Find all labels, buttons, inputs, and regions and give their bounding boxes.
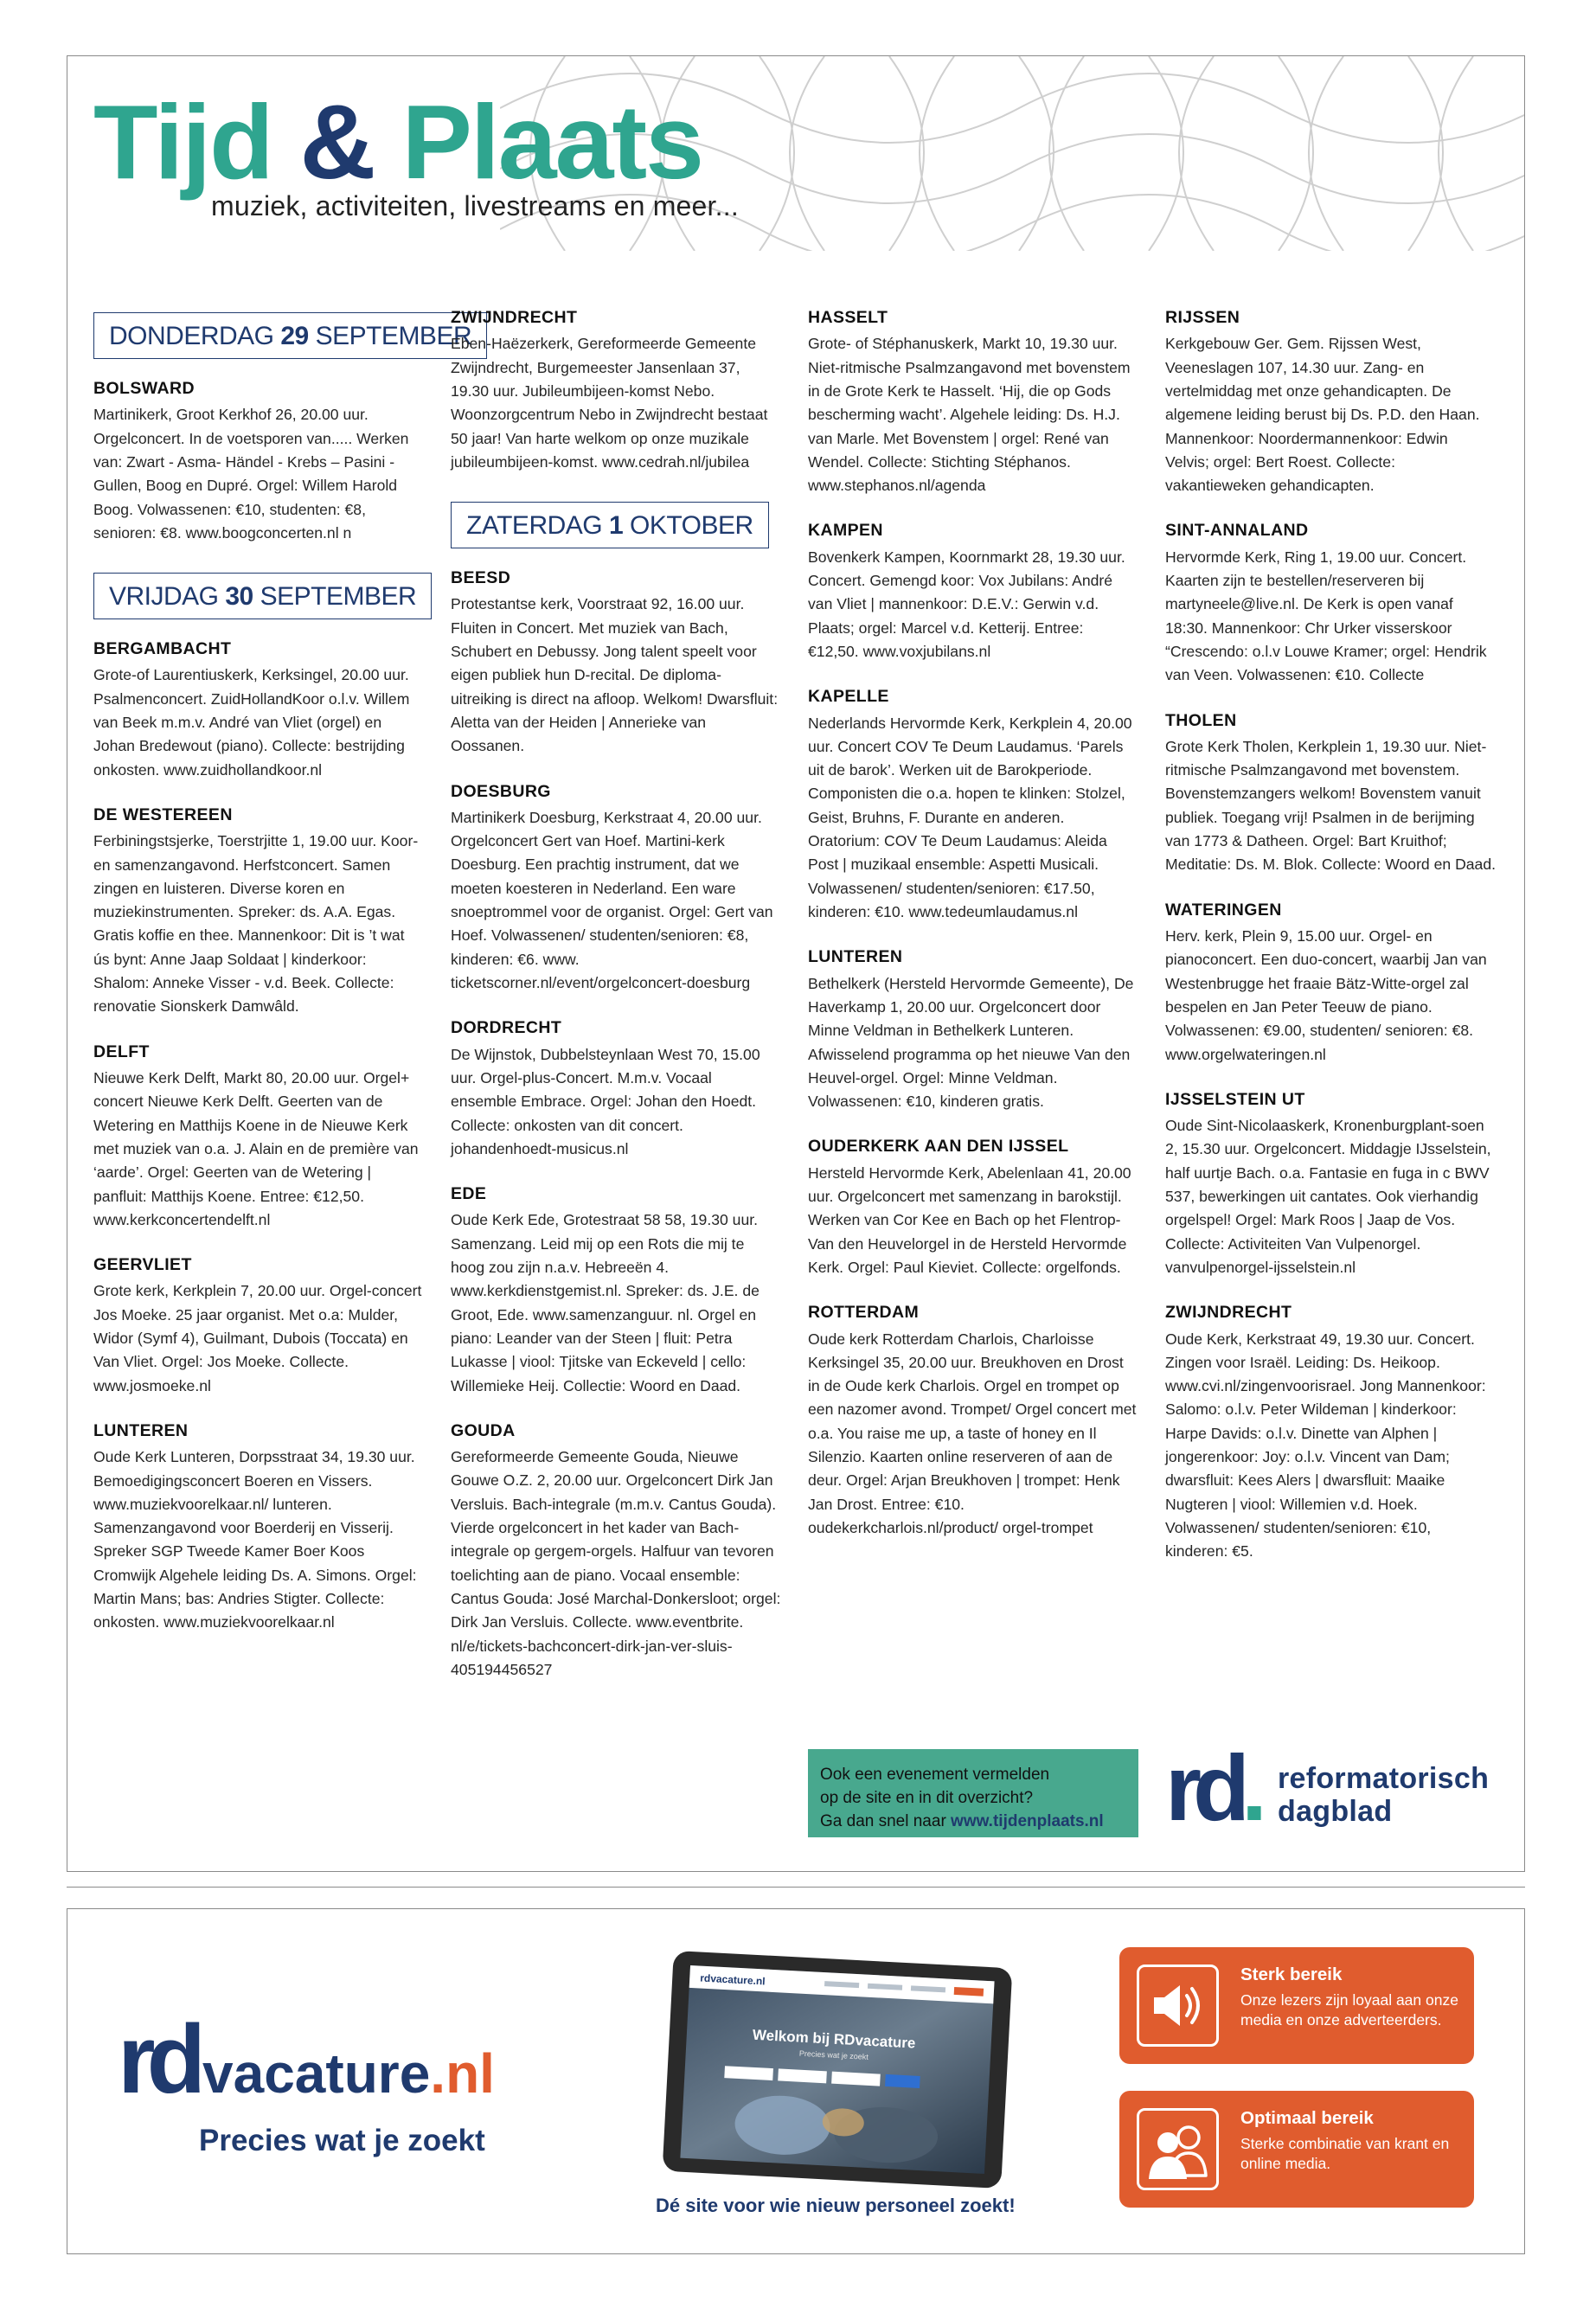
feature-optimaal-bereik <box>1119 2091 1474 2208</box>
event-city: WATERINGEN <box>1165 900 1282 920</box>
section-divider <box>67 1887 1525 1888</box>
title-ampersand: & <box>299 83 375 201</box>
event-city: RIJSSEN <box>1165 308 1240 327</box>
event-city: GOUDA <box>451 1420 516 1440</box>
event-ede <box>451 1183 781 1398</box>
rd-letters: rd <box>1165 1735 1241 1840</box>
event-zwijndrecht-oude-kerk <box>1165 1302 1496 1563</box>
rd-logo-line-2: dagblad <box>1278 1795 1393 1828</box>
feature-title: Sterk bereik <box>1240 1965 1343 1984</box>
event-details: Grote Kerk Tholen, Kerkplein 1, 19.30 uur. Niet-ritmische Psalmzangavond met bovenstem. Bovenstemzangers welkom! Bovenstem vanuit publiek. Toegang vrij! Psalmen in de berijming van 1773 & Datheen. Orgel: Bart Kruithof; Meditatie: Ds. M. Blok. Collecte: Woord en Daad. <box>1165 737 1497 874</box>
event-rijssen <box>1165 307 1496 497</box>
event-details: Bovenkerk Kampen, Koornmarkt 28, 19.30 uur. Concert. Gemengd koor: Vox Jubilans: André van Vliet | mannenkoor: D.E.V.: Gerwin v.d. Plaats; orgel: Marcel v.d. Ketterij. Entree: €12,50. www.voxjubilans.nl <box>808 548 1125 660</box>
tablet-heading: Welkom bij RDvacature <box>752 2026 916 2052</box>
advert-tagline: Precies wat je zoekt <box>199 2124 485 2157</box>
event-city: HASSELT <box>808 308 888 327</box>
submit-prefix: Ga dan snel naar <box>820 1812 952 1830</box>
event-details: Grote-of Laurentiuskerk, Kerksingel, 20.00 uur. Psalmenconcert. ZuidHollandKoor o.l.v. Willem van Beek m.m.v. André van Vliet (orgel) en Johan Bredewout (piano). Collecte: bestrijding onkosten. www.zuidhollandkoor.nl <box>93 666 410 779</box>
day-name: ZATERDAG <box>466 511 603 541</box>
rd-logo-mark <box>1165 1735 1259 1840</box>
event-details: Martinikerk Doesburg, Kerkstraat 4, 20.00 uur. Orgelconcert Gert van Hoef. Martini-kerk Doesburg. Een prachtig instrument, dat we moeten koesteren in Nederland. Een ware snoeptrommel voor de organist. Orgel: Gert van Hoef. Volwassenen/ studenten/senioren: €8, kinderen: €6. www. ticketscorner.nl/event/orgelconcert-doesburg <box>451 808 773 991</box>
day-number: 29 <box>280 322 309 350</box>
event-bolsward <box>93 378 424 545</box>
event-city: OUDERKERK AAN DEN IJSSEL <box>808 1137 1069 1157</box>
event-city: DE WESTEREEN <box>93 804 233 824</box>
event-details: Eben-Haëzerkerk, Gereformeerde Gemeente Zwijndrecht, Burgemeester Jansenlaan 37, 19.30 uur. Jubileumbijeen-komst Nebo. Woonzorgcentrum Nebo in Zwijndrecht bestaat 50 jaar! Van harte welkom op onze muzikale jubileumbijeen-komst. www.cedrah.nl/jubilea <box>451 335 768 471</box>
event-city: EDE <box>451 1184 487 1204</box>
day-header-saturday <box>451 502 769 548</box>
event-city: IJSSELSTEIN UT <box>1165 1089 1305 1109</box>
event-beesd <box>451 567 781 758</box>
event-details: Hersteld Hervormde Kerk, Abelenlaan 41, 20.00 uur. Orgelconcert met samenzang in barokstijl. Werken van Cor Kee en Bach op het Flentrop-Van den Heuvelorgel in de Hersteld Hervormde Kerk. Orgel: Paul Kieviet. Collecte: orgelfonds. <box>808 1163 1131 1276</box>
month-name: OKTOBER <box>630 511 753 541</box>
event-city: BOLSWARD <box>93 379 195 398</box>
logo-nl: .nl <box>430 2042 495 2105</box>
event-sint-annaland <box>1165 520 1496 687</box>
tablet-subheading: Precies wat je zoekt <box>798 2048 869 2061</box>
month-name: SEPTEMBER <box>260 582 417 612</box>
submit-line-2: op de site en in dit overzicht? <box>820 1789 1034 1807</box>
speaker-icon <box>1137 1965 1219 2047</box>
rd-dot: . <box>1241 1735 1259 1840</box>
event-kapelle <box>808 686 1138 924</box>
event-city: DORDRECHT <box>451 1018 562 1038</box>
feature-text: Sterke combinatie van krant en online media. <box>1240 2135 1450 2172</box>
title-word-plaats: Plaats <box>374 83 702 201</box>
event-details: Kerkgebouw Ger. Gem. Rijssen West, Veeneslagen 107, 14.30 uur. Zang- en vertelmiddag met onze gehandicapten. De algemene leiding berust bij Ds. P.D. den Haan. Mannenkoor: Noordermannenkoor: Edwin Velvis; orgel: Bert Roest. Collecte: vakantieweken gehandicapten. <box>1165 335 1480 495</box>
event-details: Ferbiningstsjerke, Toerstrjitte 1, 19.00 uur. Koor- en samenzangavond. Herfstconcert. Samen zingen en luisteren. Diverse koren en muziekinstrumenten. Spreker: ds. A.A. Egas. Gratis koffie en thee. Mannenkoor: Dit is ’t wat ús bynt: Anne Jaap Soldaat | kinderkoor: Shalom: Anneke Visser - v.d. Beek. Collecte: renovatie Sionskerk Damwâld. <box>93 832 419 1016</box>
month-name: SEPTEMBER <box>315 322 472 350</box>
event-city: ZWIJNDRECHT <box>451 308 578 327</box>
listing-column-3 <box>808 307 1138 1562</box>
event-city: KAPELLE <box>808 687 889 707</box>
submit-line-1: Ook een evenement vermelden <box>820 1766 1050 1784</box>
event-details: Protestantse kerk, Voorstraat 92, 16.00 uur. Fluiten in Concert. Met muziek van Bach, Schubert en Debussy. Jong talent speelt voor eigen publiek hun D-recital. De diploma-uitreiking is direct na afloop. Welkom! Dwarsfluit: Aletta van der Heiden | Annerieke van Oossanen. <box>451 595 779 755</box>
title-word-tijd: Tijd <box>93 83 300 201</box>
event-details: Martinikerk, Groot Kerkhof 26, 20.00 uur. Orgelconcert. In de voetsporen van..... Werken van: Zwart - Asma- Händel - Krebs – Pasini - Gullen, Boog en Dupré. Orgel: Willem Harold Boog. Volwassenen: €10, studenten: €8, senioren: €8. www.boogconcerten.nl n <box>93 406 409 542</box>
feature-title: Optimaal bereik <box>1240 2108 1374 2128</box>
event-delft <box>93 1042 424 1232</box>
event-details: Oude kerk Rotterdam Charlois, Charloisse Kerksingel 35, 20.00 uur. Breukhoven en Drost in de Oude kerk Charlois. Orgel en trompet op een nazomer avond. Trompet/ Orgel concert met o.a. You raise me up, a taste of honey en Il Silenzio. Kaarten online reserveren of aan de deur. Orgel: Arjan Breukhoven | trompet: Henk Jan Drost. Entree: €10. oudekerkcharlois.nl/product/ orgel-trompet <box>808 1330 1137 1536</box>
reformatorisch-dagblad-logo <box>1165 1735 1520 1840</box>
day-name: VRIJDAG <box>109 582 219 612</box>
people-icon <box>1137 2108 1219 2190</box>
event-lunteren-bethelkerk <box>808 946 1138 1113</box>
event-details: Nederlands Hervormde Kerk, Kerkplein 4, 20.00 uur. Concert COV Te Deum Laudamus. ‘Parels uit de barok’. Werken uit de Barokperiode. Componisten die o.a. hopen te klinken: Stolzel, Geist, Bruhns, F. Durante en anderen. Oratorium: COV Te Deum Laudamus: Aleida Post | muzikaal ensemble: Aspetti Musicali. Volwassenen/ studenten/senioren: €17.50, kinderen: €10. www.tedeumlaudamus.nl <box>808 714 1132 920</box>
event-city: DOESBURG <box>451 781 551 801</box>
day-number: 1 <box>608 511 624 541</box>
logo-rd: rd <box>118 2005 197 2113</box>
listing-column-4 <box>1165 307 1496 1586</box>
event-rotterdam <box>808 1302 1138 1540</box>
event-doesburg <box>451 781 781 996</box>
advert-caption: Dé site voor wie nieuw personeel zoekt! <box>656 2195 1016 2216</box>
event-details: Grote- of Stéphanuskerk, Markt 10, 19.30 uur. Niet-ritmische Psalmzangavond met bovenstem in de Grote Kerk te Hasselt. ‘Hij, die op Gods bescherming wacht’. Algehele leiding: Ds. H.J. van Marle. Met Bovenstem | orgel: René van Wendel. Collecte: Stichting Stéphanos. www.stephanos.nl/agenda <box>808 335 1131 495</box>
event-wateringen <box>1165 900 1496 1067</box>
event-ouderkerk <box>808 1136 1138 1279</box>
event-city: KAMPEN <box>808 521 883 541</box>
event-details: Oude Kerk Ede, Grotestraat 58 58, 19.30 uur. Samenzang. Leid mij op een Rots die mij te hoog zou zijn n.a.v. Hebreeën 4. www.kerkdienstgemist.nl. Spreker: ds. J.E. de Groot, Ede. www.samenzanguur. nl. Orgel en piano: Leander van der Steen | fluit: Petra Lukasse | viool: Tjitske van Eckeveld | cello: Willemieke Heij. Collectie: Woord en Daad. <box>451 1211 760 1394</box>
day-header-thursday <box>93 312 487 359</box>
day-number: 30 <box>225 582 253 612</box>
event-geervliet <box>93 1254 424 1398</box>
rdvacature-logo <box>118 2005 495 2113</box>
event-city: GEERVLIET <box>93 1255 192 1275</box>
day-header-friday <box>93 573 432 619</box>
event-kampen <box>808 520 1138 663</box>
tablet-mockup-image <box>656 1951 1019 2189</box>
tablet-brand: rdvacature.nl <box>699 1971 766 1988</box>
listing-column-2 <box>451 307 781 1704</box>
page-subtitle: muziek, activiteiten, livestreams en meer... <box>211 190 739 221</box>
event-details: Oude Kerk Lunteren, Dorpsstraat 34, 19.30 uur. Bemoedigingsconcert Boeren en Vissers. www.muziekvoorelkaar.nl/ lunteren. Samenzangavond voor Boerderij en Visserij. Spreker SGP Tweede Kamer Boer Koos Cromwijk Algehele leiding Ds. A. Simons. Orgel: Martin Mans; bas: Andries Stigter. Collecte: onkosten. www.muziekvoorelkaar.nl <box>93 1448 417 1631</box>
event-details: Gereformeerde Gemeente Gouda, Nieuwe Gouwe O.Z. 2, 20.00 uur. Orgelconcert Dirk Jan Versluis. Bach-integrale (m.m.v. Cantus Gouda). Vierde orgelconcert in het kader van Bach-integrale op gergem-orgels. Halfuur van tevoren toelichting aan de piano. Vocaal ensemble: Cantus Gouda: José Marchal-Donkersloot; orgel: Dirk Jan Versluis. Collecte. www.eventbrite. nl/e/tickets-bachconcert-dirk-jan-ver-sluis-405194456527 <box>451 1448 781 1678</box>
event-details: Nieuwe Kerk Delft, Markt 80, 20.00 uur. Orgel+ concert Nieuwe Kerk Delft. Geerten van de Wetering en Matthijs Koene in de Nieuwe Kerk met muziek van o.a. J. Alain en de première van ‘aarde’. Orgel: Geerten van de Wetering | panfluit: Matthijs Koene. Entree: €12,50. www.kerkconcertendelft.nl <box>93 1069 419 1228</box>
event-city: THOLEN <box>1165 710 1237 730</box>
event-details: Oude Kerk, Kerkstraat 49, 19.30 uur. Concert. Zingen voor Israël. Leiding: Ds. Heikoop. www.cvi.nl/zingenvoorisrael. Jong Mannenkoor: Salomo: o.l.v. Peter Wildeman | kinderkoor: Harpe Davids: o.l.v. Dinette van Alphen | jongerenkoor: Joy: o.l.v. Vincent van Dam; dwarsfluit: Kees Alers | dwarsfluit: Maaike Nugteren | viool: Willemien v.d. Hoek. Volwassenen/ studenten/senioren: €10, kinderen: €5. <box>1165 1330 1486 1561</box>
event-city: ZWIJNDRECHT <box>1165 1303 1292 1323</box>
submit-line-3 <box>820 1810 1126 1833</box>
event-details: Herv. kerk, Plein 9, 15.00 uur. Orgel- en pianoconcert. Een duo-concert, waarbij Jan van Westenbrugge het fraaie Bätz-Witte-orgel zal bespelen en Jan Peter Teeuw de piano. Volwassenen: €9.00, studenten/ senioren: €8. www.orgelwateringen.nl <box>1165 927 1487 1063</box>
event-details: Oude Sint-Nicolaaskerk, Kronenburgplant-soen 2, 15.30 uur. Orgelconcert. Middagje IJsselstein, half uurtje Bach. o.a. Fantasie en fuga in c BWV 537, bewerkingen uit cantates. Ook vierhandig orgelspel! Orgel: Mark Roos | Jaap de Vos. Collecte: Activiteiten Van Vulpenorgel. vanvulpenorgel-ijsselstein.nl <box>1165 1117 1491 1276</box>
tijdenplaats-link[interactable]: www.tijdenplaats.nl <box>951 1812 1104 1830</box>
listing-column-1 <box>93 307 472 1657</box>
event-hasselt <box>808 307 1138 497</box>
event-details: Hervormde Kerk, Ring 1, 19.00 uur. Concert. Kaarten zijn te bestellen/reserveren bij martyneele@live.nl. De Kerk is open vanaf 18:30. Mannenkoor: Chr Urker visserskoor “Crescendo: o.l.v Louwe Kramer; orgel: Hendrik van Veen. Volwassenen: €10. Collecte <box>1165 548 1487 684</box>
event-ijsselstein <box>1165 1089 1496 1279</box>
day-name: DONDERDAG <box>109 322 274 350</box>
submit-event-box <box>808 1749 1138 1837</box>
event-tholen <box>1165 710 1496 877</box>
event-bergambacht <box>93 638 424 782</box>
event-city: LUNTEREN <box>93 1420 189 1440</box>
event-city: DELFT <box>93 1042 150 1061</box>
event-lunteren-oude-kerk <box>93 1420 424 1635</box>
event-city: ROTTERDAM <box>808 1303 920 1323</box>
event-de-westereen <box>93 804 424 1019</box>
feature-text: Onze lezers zijn loyaal aan onze media en onze adverteerders. <box>1240 1991 1458 2029</box>
event-city: LUNTEREN <box>808 947 903 967</box>
rdvacature-advert <box>67 1908 1525 2254</box>
event-dordrecht <box>451 1017 781 1161</box>
event-details: Bethelkerk (Hersteld Hervormde Gemeente), De Haverkamp 1, 20.00 uur. Orgelconcert door Minne Veldman in Bethelkerk Lunteren. Afwisselend programma op het nieuwe Van den Heuvel-orgel. Orgel: Minne Veldman. Volwassenen: €10, kinderen gratis. <box>808 974 1134 1111</box>
rd-logo-text <box>1278 1762 1489 1828</box>
event-gouda <box>451 1420 781 1682</box>
logo-vacature: vacature <box>202 2042 431 2105</box>
feature-sterk-bereik <box>1119 1947 1474 2064</box>
event-city: SINT-ANNALAND <box>1165 521 1309 541</box>
event-details: Grote kerk, Kerkplein 7, 20.00 uur. Orgel-concert Jos Moeke. 25 jaar organist. Met o.a: Mulder, Widor (Symf 4), Guilmant, Dubois (Toccata) en Van Vliet. Orgel: Jos Moeke. Collecte. www.josmoeke.nl <box>93 1282 422 1394</box>
event-listings <box>67 55 1525 1872</box>
event-city: BERGAMBACHT <box>93 639 232 659</box>
event-city: BEESD <box>451 568 511 588</box>
page-title <box>93 83 702 201</box>
rd-logo-line-1: reformatorisch <box>1278 1762 1490 1795</box>
event-details: De Wijnstok, Dubbelsteynlaan West 70, 15.00 uur. Orgel-plus-Concert. M.m.v. Vocaal ensemble Embrace. Orgel: Johan den Hoedt. Collecte: onkosten van dit concert. johandenhoedt-musicus.nl <box>451 1045 760 1157</box>
event-zwijndrecht-nebo <box>451 307 781 474</box>
